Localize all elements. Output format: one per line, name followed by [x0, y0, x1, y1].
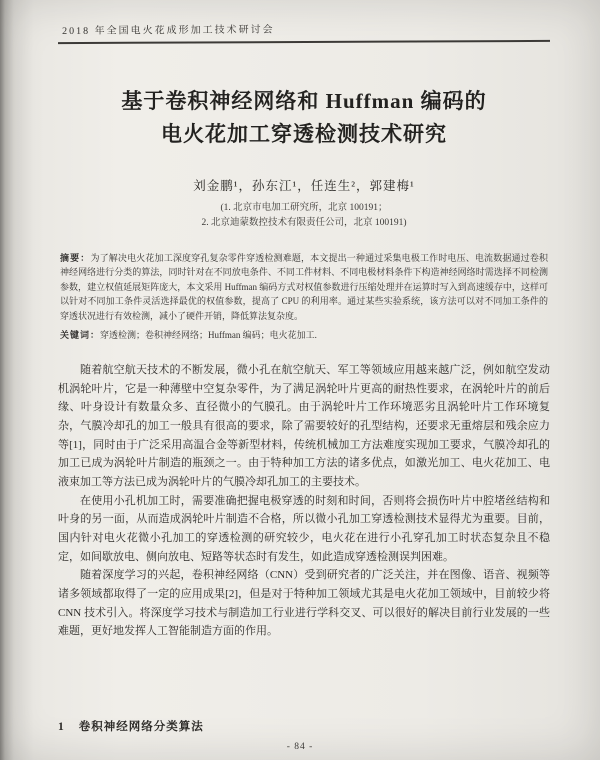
page-number: - 84 - — [286, 742, 314, 752]
paper-title-line1: 基于卷积神经网络和 Huffman 编码的 — [121, 89, 487, 113]
body-paragraph-2: 在使用小孔机加工时，需要准确把握电极穿透的时刻和时间，否则将会损伤叶片中腔堵丝结构和叶身的另一面，从而造成涡轮叶片制造不合格，所以微小孔加工穿透检测技术显得尤为重要。目前，国内针对电火花微小孔加工的穿透检测的研究较少，电火花在进行小孔穿孔加工时状态复杂且不稳定，如间歇放电、侧向放电、短路等状态时有发生，如此造成穿透检测误判困难。 — [58, 494, 550, 563]
abstract-text: 为了解决电火花加工深度穿孔复杂零件穿透检测难题，本文提出一种通过采集电极工作时电压、电流数据通过卷积神经网络进行分类的算法，同时针对在不同放电条件、不同工件材料、不同电极材料条件下构造神经网络时需选择不同检测参数，建立权值延展矩阵庞大，本文采用 Huffman 编码方式对权值参数进行压缩处理并在运算时写入到高速缓存中，这样可以针对不同加工条件灵活选择最优的权值参数，提高了 CPU 的利用率。通过某些实验系统，该方法可以对不同加工条件的穿透状况进行有效检测，减小了硬件开销，降低算法复杂度。 — [60, 252, 548, 321]
authors-line: 刘金鹏¹，孙东江¹，任连生²，郭建梅¹ — [193, 179, 415, 194]
section-number: 1 — [58, 721, 65, 733]
section-title: 卷积神经网络分类算法 — [78, 721, 204, 733]
affiliation-line1: (1. 北京市电加工研究所，北京 100191； — [220, 203, 388, 214]
keywords-text: 穿透检测；卷积神经网络；Huffman 编码；电火花加工. — [100, 330, 317, 341]
body-paragraph-1: 随着航空航天技术的不断发展，微小孔在航空航天、军工等领域应用越来越广泛，例如航空发动机涡轮叶片，它是一种薄壁中空复杂零件，为了满足涡轮叶片更高的耐热性要求，在涡轮叶片的前后缘、叶身设计有数量众多、直径微小的气膜孔。由于涡轮叶片工作环境恶劣且涡轮叶片工作环境复杂，气膜冷却孔的加工一般具有很高的要求，除了需要较好的孔型结构，还要求无重熔层和残余应力等[1]，同时由于广泛采用高温合金等新型材料，传统机械加工方法难度实现加工要求，气膜冷却孔的加工已成为涡轮叶片制造的瓶颈之一。由于特种加工方法的诸多优点，如激光加工、电火花加工、电液束加工等方法已成为涡轮叶片的气膜冷却孔加工的主要技术。 — [58, 363, 550, 488]
header-rule — [58, 40, 550, 44]
keywords-block — [60, 328, 548, 342]
keywords-label: 关键词： — [60, 330, 101, 341]
section-heading — [58, 718, 204, 734]
paper-title-line2: 电火花加工穿透检测技术研究 — [161, 121, 447, 146]
paper-title — [58, 85, 550, 150]
page-content — [58, 22, 550, 760]
affiliation-line2: 2. 北京迪蒙数控技术有限责任公司，北京 100191) — [201, 217, 407, 228]
abstract-block — [60, 251, 548, 324]
abstract-label: 摘要： — [60, 252, 91, 263]
body-paragraph-3: 随着深度学习的兴起，卷积神经网络（CNN）受到研究者的广泛关注，并在图像、语音、视频等诸多领域都取得了一定的应用成果[2]，但是对于特种加工领域尤其是电火花加工领域中，目前较少将 CNN 技术引入。将深度学习技术与制造加工行业进行学科交叉、可以很好的解决目前行业发展的一些难题，更好地发挥人工智能制造方面的作用。 — [58, 569, 550, 638]
running-header: 2018 年全国电火花成形加工技术研讨会 — [62, 24, 275, 37]
